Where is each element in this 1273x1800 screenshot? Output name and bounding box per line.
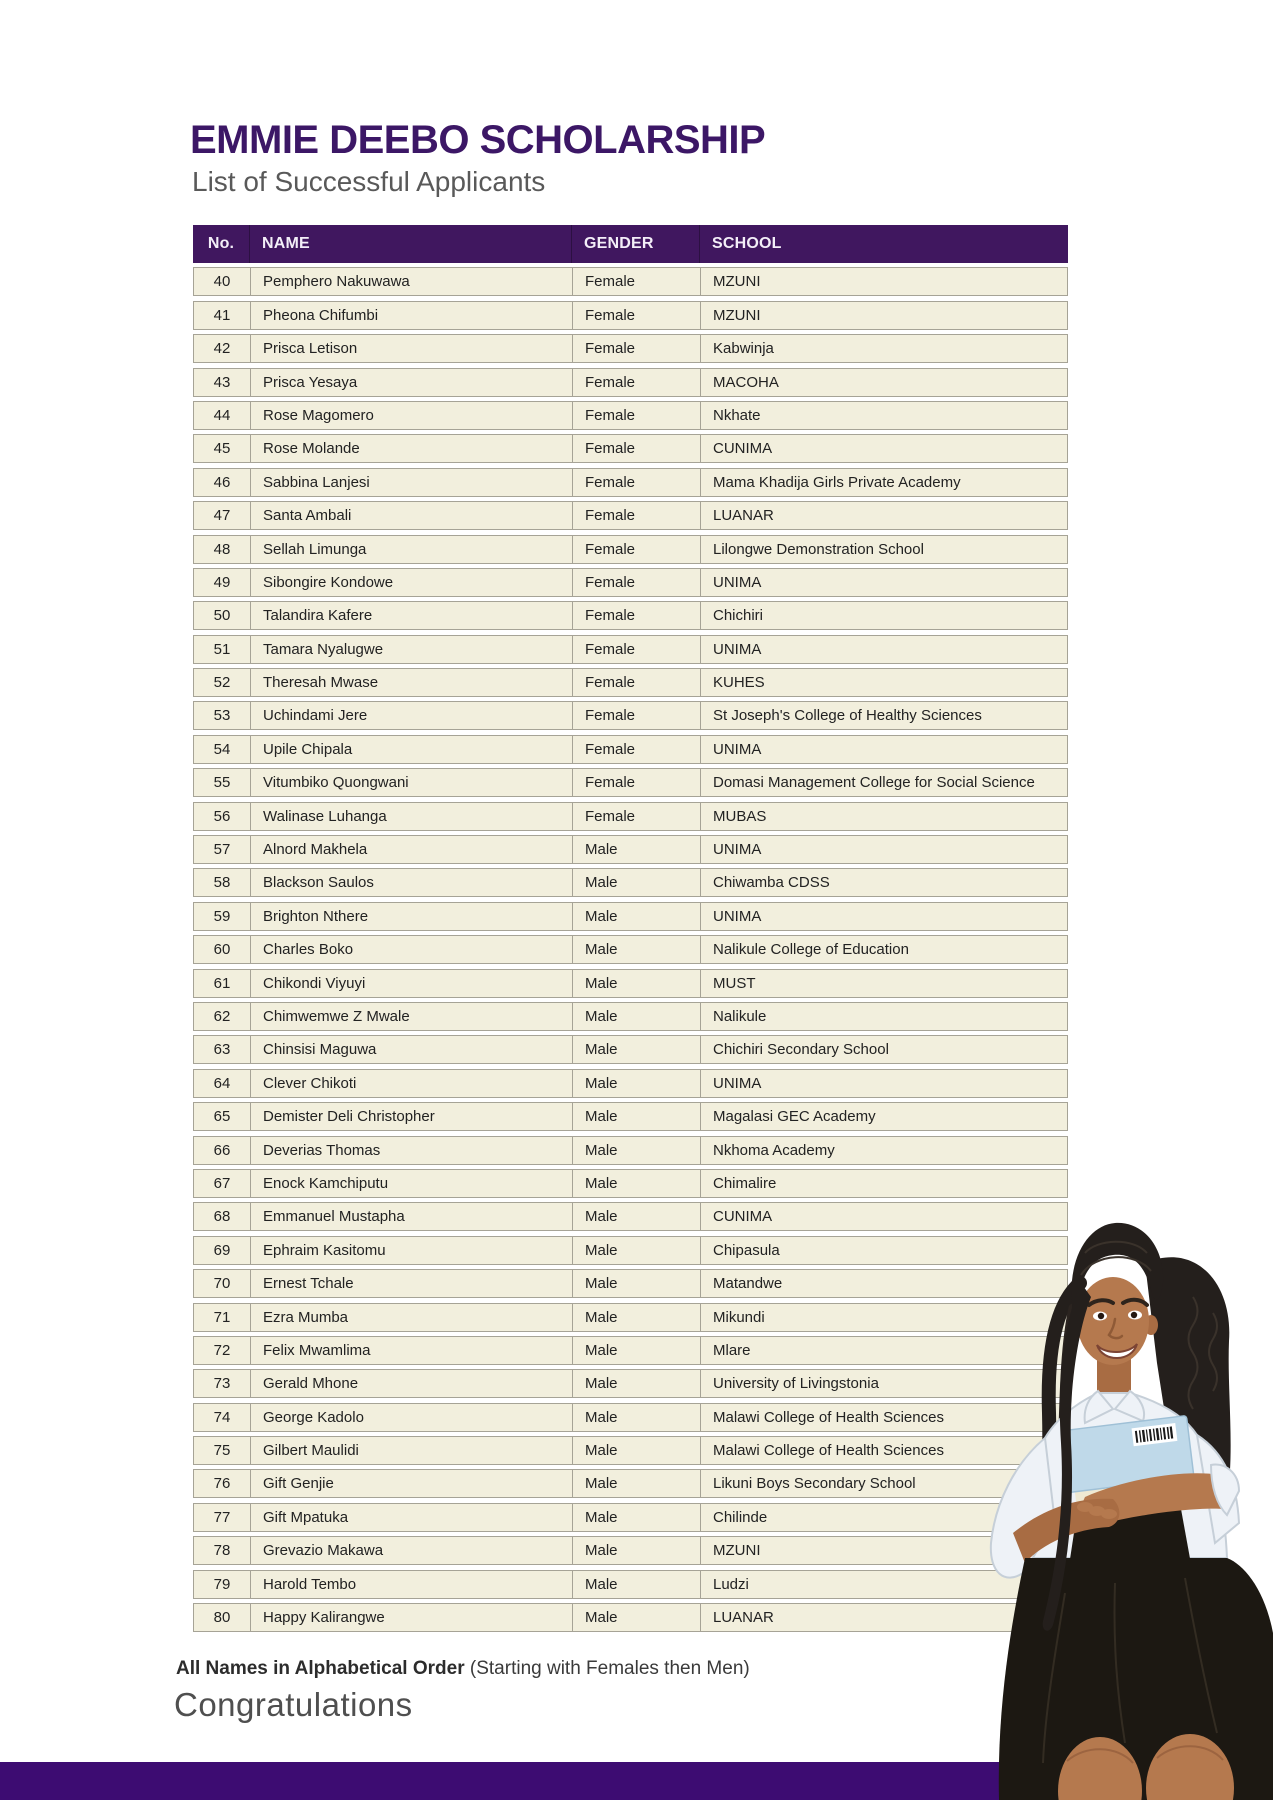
table-row	[193, 802, 1068, 831]
row-gender-cell: Male	[573, 1203, 701, 1230]
row-name-cell: Santa Ambali	[251, 502, 573, 529]
row-name-cell: Theresah Mwase	[251, 669, 573, 696]
row-school-cell: Matandwe	[713, 1275, 783, 1293]
table-row	[193, 1169, 1068, 1198]
table-row	[193, 1035, 1068, 1064]
row-school-cell: CUNIMA	[713, 1208, 773, 1226]
row-name-cell: Felix Mwamlima	[251, 1337, 573, 1364]
row-gender-cell: Female	[573, 435, 701, 462]
row-name-cell: Deverias Thomas	[251, 1137, 573, 1164]
row-gender-cell: Female	[573, 402, 701, 429]
table-row	[193, 267, 1068, 296]
row-gender-cell: Male	[573, 1470, 701, 1497]
row-number-cell: 49	[194, 569, 251, 596]
row-name-cell: Gilbert Maulidi	[251, 1437, 573, 1464]
row-name-cell: Ezra Mumba	[251, 1304, 573, 1331]
row-name-cell: Demister Deli Christopher	[251, 1103, 573, 1130]
table-row	[193, 1102, 1068, 1131]
row-school-cell: LUANAR	[713, 1609, 774, 1627]
row-name-cell: Chikondi Viyuyi	[251, 970, 573, 997]
row-gender-cell: Male	[573, 1604, 701, 1631]
row-number-cell: 65	[194, 1103, 251, 1130]
column-header-school: SCHOOL	[712, 235, 782, 252]
row-school-cell: MUST	[713, 974, 756, 992]
row-school-cell: Nalikule College of Education	[713, 941, 909, 959]
row-number-cell: 61	[194, 970, 251, 997]
row-school-cell: UNIMA	[713, 907, 762, 925]
table-row	[193, 1469, 1068, 1498]
row-name-cell: Rose Molande	[251, 435, 573, 462]
row-number-cell: 54	[194, 736, 251, 763]
row-name-cell: Sibongire Kondowe	[251, 569, 573, 596]
row-gender-cell: Male	[573, 1170, 701, 1197]
row-name-cell: Sellah Limunga	[251, 536, 573, 563]
row-school-cell: UNIMA	[713, 1074, 762, 1092]
row-school-cell: Kabwinja	[713, 340, 774, 358]
row-number-cell: 64	[194, 1070, 251, 1097]
table-row	[193, 601, 1068, 630]
row-number-cell: 60	[194, 936, 251, 963]
table-row	[193, 301, 1068, 330]
row-gender-cell: Female	[573, 369, 701, 396]
row-name-cell: Enock Kamchiputu	[251, 1170, 573, 1197]
table-row	[193, 835, 1068, 864]
applicants-table	[193, 225, 1068, 1632]
row-number-cell: 59	[194, 903, 251, 930]
row-school-cell: Malawi College of Health Sciences	[713, 1408, 944, 1426]
row-gender-cell: Male	[573, 869, 701, 896]
column-header-gender: GENDER	[572, 225, 700, 263]
row-name-cell: Brighton Nthere	[251, 903, 573, 930]
row-gender-cell: Female	[573, 536, 701, 563]
table-row	[193, 1536, 1068, 1565]
row-gender-cell: Male	[573, 1337, 701, 1364]
row-number-cell: 45	[194, 435, 251, 462]
row-name-cell: Grevazio Makawa	[251, 1537, 573, 1564]
row-school-cell: MZUNI	[713, 306, 761, 324]
row-gender-cell: Male	[573, 1103, 701, 1130]
row-school-cell: UNIMA	[713, 640, 762, 658]
row-name-cell: Upile Chipala	[251, 736, 573, 763]
row-name-cell: Sabbina Lanjesi	[251, 469, 573, 496]
row-school-cell: Nkhate	[713, 406, 761, 424]
row-number-cell: 55	[194, 769, 251, 796]
table-row	[193, 902, 1068, 931]
column-header-no: No.	[193, 225, 250, 263]
row-gender-cell: Female	[573, 335, 701, 362]
row-school-cell: Nalikule	[713, 1007, 767, 1025]
row-gender-cell: Male	[573, 1437, 701, 1464]
row-number-cell: 47	[194, 502, 251, 529]
row-name-cell: Charles Boko	[251, 936, 573, 963]
row-gender-cell: Male	[573, 1003, 701, 1030]
row-school-cell: Likuni Boys Secondary School	[713, 1475, 916, 1493]
row-gender-cell: Female	[573, 702, 701, 729]
table-row	[193, 1503, 1068, 1532]
row-number-cell: 67	[194, 1170, 251, 1197]
table-row	[193, 535, 1068, 564]
row-name-cell: Vitumbiko Quongwani	[251, 769, 573, 796]
row-number-cell: 80	[194, 1604, 251, 1631]
row-number-cell: 72	[194, 1337, 251, 1364]
row-school-cell: Lilongwe Demonstration School	[713, 540, 924, 558]
row-name-cell: Chimwemwe Z Mwale	[251, 1003, 573, 1030]
row-gender-cell: Female	[573, 602, 701, 629]
table-row	[193, 1303, 1068, 1332]
row-gender-cell: Female	[573, 736, 701, 763]
row-number-cell: 79	[194, 1571, 251, 1598]
row-name-cell: Walinase Luhanga	[251, 803, 573, 830]
row-number-cell: 42	[194, 335, 251, 362]
column-header-name: NAME	[250, 225, 572, 263]
table-row	[193, 1202, 1068, 1231]
row-school-cell: UNIMA	[713, 740, 762, 758]
row-gender-cell: Male	[573, 1537, 701, 1564]
row-name-cell: Gift Genjie	[251, 1470, 573, 1497]
row-number-cell: 63	[194, 1036, 251, 1063]
table-row	[193, 868, 1068, 897]
table-row	[193, 1069, 1068, 1098]
row-school-cell: Chichiri	[713, 607, 764, 625]
footer-note	[176, 1658, 750, 1680]
table-row	[193, 1436, 1068, 1465]
table-body	[193, 267, 1068, 1632]
table-row	[193, 1002, 1068, 1031]
row-number-cell: 58	[194, 869, 251, 896]
row-number-cell: 62	[194, 1003, 251, 1030]
table-row	[193, 668, 1068, 697]
table-row	[193, 1369, 1068, 1398]
row-name-cell: Happy Kalirangwe	[251, 1604, 573, 1631]
row-school-cell: St Joseph's College of Healthy Sciences	[713, 707, 982, 725]
row-name-cell: Uchindami Jere	[251, 702, 573, 729]
row-school-cell: UNIMA	[713, 841, 762, 859]
row-number-cell: 69	[194, 1237, 251, 1264]
row-gender-cell: Female	[573, 803, 701, 830]
row-number-cell: 66	[194, 1137, 251, 1164]
row-gender-cell: Male	[573, 1404, 701, 1431]
row-name-cell: Emmanuel Mustapha	[251, 1203, 573, 1230]
table-row	[193, 468, 1068, 497]
row-gender-cell: Male	[573, 1571, 701, 1598]
row-name-cell: Gerald Mhone	[251, 1370, 573, 1397]
row-school-cell: Malawi College of Health Sciences	[713, 1442, 944, 1460]
row-number-cell: 74	[194, 1404, 251, 1431]
row-gender-cell: Female	[573, 636, 701, 663]
row-number-cell: 78	[194, 1537, 251, 1564]
row-number-cell: 71	[194, 1304, 251, 1331]
row-name-cell: Ephraim Kasitomu	[251, 1237, 573, 1264]
row-gender-cell: Male	[573, 836, 701, 863]
row-name-cell: Clever Chikoti	[251, 1070, 573, 1097]
row-number-cell: 70	[194, 1270, 251, 1297]
row-gender-cell: Male	[573, 1237, 701, 1264]
row-name-cell: Alnord Makhela	[251, 836, 573, 863]
row-name-cell: Harold Tembo	[251, 1571, 573, 1598]
row-school-cell: Chilinde	[713, 1508, 768, 1526]
page-title: EMMIE DEEBO SCHOLARSHIP	[190, 118, 766, 162]
row-name-cell: Chinsisi Maguwa	[251, 1036, 573, 1063]
table-row	[193, 568, 1068, 597]
table-row	[193, 434, 1068, 463]
row-number-cell: 44	[194, 402, 251, 429]
row-gender-cell: Female	[573, 569, 701, 596]
row-school-cell: MACOHA	[713, 373, 779, 391]
row-gender-cell: Female	[573, 769, 701, 796]
table-row	[193, 1269, 1068, 1298]
row-gender-cell: Female	[573, 268, 701, 295]
row-school-cell: Mama Khadija Girls Private Academy	[713, 473, 961, 491]
table-row	[193, 1336, 1068, 1365]
row-number-cell: 56	[194, 803, 251, 830]
row-school-cell: Chichiri Secondary School	[713, 1041, 889, 1059]
row-school-cell: KUHES	[713, 674, 765, 692]
table-header-row	[193, 225, 1068, 263]
row-name-cell: Talandira Kafere	[251, 602, 573, 629]
row-school-cell: LUANAR	[713, 507, 774, 525]
row-school-cell: MZUNI	[713, 273, 761, 291]
table-row	[193, 501, 1068, 530]
row-number-cell: 57	[194, 836, 251, 863]
row-name-cell: Blackson Saulos	[251, 869, 573, 896]
table-row	[193, 935, 1068, 964]
table-row	[193, 334, 1068, 363]
row-gender-cell: Male	[573, 1370, 701, 1397]
row-gender-cell: Male	[573, 1504, 701, 1531]
table-row	[193, 1570, 1068, 1599]
row-gender-cell: Male	[573, 1070, 701, 1097]
row-school-cell: MUBAS	[713, 807, 767, 825]
row-school-cell: UNIMA	[713, 573, 762, 591]
row-number-cell: 46	[194, 469, 251, 496]
row-number-cell: 75	[194, 1437, 251, 1464]
table-row	[193, 701, 1068, 730]
row-number-cell: 77	[194, 1504, 251, 1531]
congratulations-text: Congratulations	[174, 1686, 413, 1723]
row-number-cell: 50	[194, 602, 251, 629]
row-name-cell: Ernest Tchale	[251, 1270, 573, 1297]
table-row	[193, 969, 1068, 998]
row-gender-cell: Male	[573, 936, 701, 963]
row-gender-cell: Female	[573, 302, 701, 329]
row-name-cell: Prisca Yesaya	[251, 369, 573, 396]
table-row	[193, 1136, 1068, 1165]
row-number-cell: 53	[194, 702, 251, 729]
row-gender-cell: Female	[573, 469, 701, 496]
row-school-cell: Chipasula	[713, 1241, 780, 1259]
row-school-cell: Mikundi	[713, 1308, 765, 1326]
footer-note-regular: (Starting with Females then Men)	[469, 1658, 750, 1679]
row-number-cell: 73	[194, 1370, 251, 1397]
table-row	[193, 401, 1068, 430]
row-gender-cell: Male	[573, 903, 701, 930]
row-school-cell: CUNIMA	[713, 440, 773, 458]
row-school-cell: Chiwamba CDSS	[713, 874, 830, 892]
row-school-cell: Nkhoma Academy	[713, 1141, 835, 1159]
table-row	[193, 1603, 1068, 1632]
row-number-cell: 68	[194, 1203, 251, 1230]
row-name-cell: Pheona Chifumbi	[251, 302, 573, 329]
row-name-cell: Rose Magomero	[251, 402, 573, 429]
table-row	[193, 1403, 1068, 1432]
row-number-cell: 48	[194, 536, 251, 563]
table-row	[193, 768, 1068, 797]
row-number-cell: 52	[194, 669, 251, 696]
page-subtitle: List of Successful Applicants	[192, 166, 546, 197]
row-gender-cell: Male	[573, 1270, 701, 1297]
row-number-cell: 51	[194, 636, 251, 663]
row-school-cell: Magalasi GEC Academy	[713, 1108, 876, 1126]
row-gender-cell: Male	[573, 1036, 701, 1063]
row-school-cell: Domasi Management College for Social Science	[713, 774, 1035, 792]
row-name-cell: Pemphero Nakuwawa	[251, 268, 573, 295]
row-number-cell: 43	[194, 369, 251, 396]
row-gender-cell: Male	[573, 970, 701, 997]
table-row	[193, 735, 1068, 764]
table-row	[193, 1236, 1068, 1265]
row-school-cell: MZUNI	[713, 1542, 761, 1560]
row-school-cell: Mlare	[713, 1341, 751, 1359]
row-number-cell: 76	[194, 1470, 251, 1497]
row-name-cell: Tamara Nyalugwe	[251, 636, 573, 663]
row-number-cell: 41	[194, 302, 251, 329]
student-photo	[985, 1213, 1273, 1800]
row-school-cell: Ludzi	[713, 1575, 749, 1593]
table-row	[193, 635, 1068, 664]
row-number-cell: 40	[194, 268, 251, 295]
row-school-cell: Chimalire	[713, 1174, 777, 1192]
row-name-cell: Gift Mpatuka	[251, 1504, 573, 1531]
row-gender-cell: Female	[573, 502, 701, 529]
row-name-cell: Prisca Letison	[251, 335, 573, 362]
row-gender-cell: Male	[573, 1137, 701, 1164]
row-school-cell: University of Livingstonia	[713, 1375, 879, 1393]
row-name-cell: George Kadolo	[251, 1404, 573, 1431]
row-gender-cell: Male	[573, 1304, 701, 1331]
table-row	[193, 368, 1068, 397]
footer-note-bold: All Names in Alphabetical Order	[176, 1658, 465, 1679]
row-gender-cell: Female	[573, 669, 701, 696]
